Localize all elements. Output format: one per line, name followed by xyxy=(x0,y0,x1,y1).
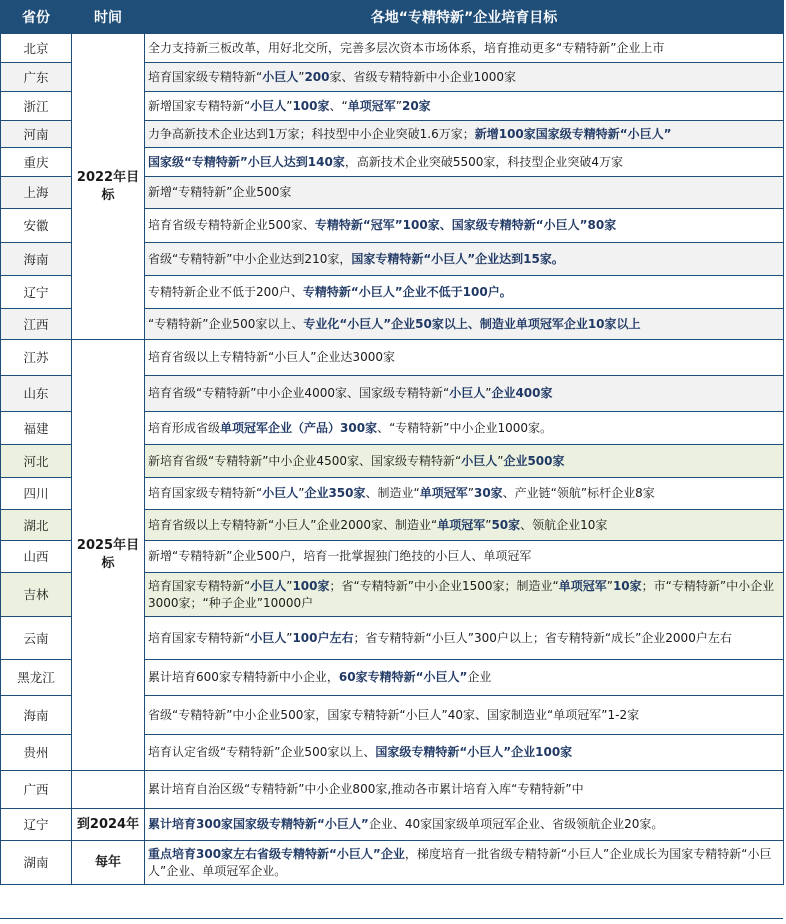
target-text: ，高新技术企业突破5500家，科技型企业突破4万家 xyxy=(344,154,624,169)
target-text: 专精特新企业不低于200户、 xyxy=(148,284,303,299)
target-text-bold: 小巨人 xyxy=(449,386,486,400)
target-cell xyxy=(145,148,784,177)
province-cell: 黑龙江 xyxy=(1,660,72,696)
target-text: ；省专精特新“小巨人”300户以上；省专精特新“成长”企业2000户左右 xyxy=(353,630,732,645)
target-cell xyxy=(145,92,784,121)
target-text: 、“专精特新”中小企业1000家。 xyxy=(377,420,553,435)
period-cell: 2022年目标 xyxy=(72,34,145,340)
province-cell: 湖北 xyxy=(1,510,72,541)
target-text-bold: 单项冠军企业（产品）300家 xyxy=(220,420,378,435)
province-cell: 海南 xyxy=(1,243,72,276)
target-text: 培育形成省级 xyxy=(148,420,221,435)
target-text-bold: 50家 xyxy=(491,517,521,532)
province-cell: 辽宁 xyxy=(1,276,72,309)
target-text: ” xyxy=(485,517,492,532)
target-cell xyxy=(145,510,784,541)
target-text-bold: 小巨人 xyxy=(250,630,287,645)
target-text: 培育认定省级“专精特新”企业500家以上、 xyxy=(148,745,376,759)
province-cell: 浙江 xyxy=(1,92,72,121)
target-text: 省级“专精特新”中小企业500家，国家专精特新“小巨人”40家、国家制造业“单项冠军”1-2家 xyxy=(148,707,640,722)
period-cell: 2025年目标 xyxy=(72,340,145,771)
target-text: 培育省级专精特新企业500家、 xyxy=(148,218,315,232)
target-cell xyxy=(145,478,784,510)
target-text: ” xyxy=(286,98,293,113)
target-text: ” xyxy=(497,453,504,468)
target-text-bold: 200 xyxy=(304,69,330,84)
table-row xyxy=(1,809,784,841)
target-text: 企业、40家国家级单项冠军企业、省级领航企业20家。 xyxy=(368,817,664,831)
target-cell xyxy=(145,121,784,148)
target-cell xyxy=(145,412,784,445)
target-text: 培育国家级专精特新“ xyxy=(148,486,263,500)
target-text-bold: 小巨人 xyxy=(262,486,299,500)
target-cell xyxy=(145,63,784,92)
target-cell xyxy=(145,34,784,63)
table-row xyxy=(1,34,784,63)
table-row xyxy=(1,340,784,376)
province-cell: 河南 xyxy=(1,121,72,148)
header-province: 省份 xyxy=(1,1,72,34)
target-text: ；省“专精特新”中小企业1500家；制造业“ xyxy=(329,578,559,593)
header-time: 时间 xyxy=(72,1,145,34)
bottom-divider xyxy=(0,918,783,919)
target-text-bold: 小巨人 xyxy=(461,453,498,468)
target-text-bold: 企业400家 xyxy=(491,386,553,400)
target-text-bold: 10家 xyxy=(612,578,642,593)
target-cell xyxy=(145,771,784,809)
target-text-bold: 小巨人 xyxy=(250,98,287,113)
period-cell: 到2024年 xyxy=(72,809,145,841)
target-text: ” xyxy=(298,69,305,84)
target-text: 培育国家专精特新“ xyxy=(148,578,251,593)
target-text: 新增“专精特新”企业500家 xyxy=(148,185,292,199)
target-text-bold: 企业350家 xyxy=(304,486,366,500)
target-text: 新增“专精特新”企业500户，培育一批掌握独门绝技的小巨人、单项冠军 xyxy=(148,549,532,563)
target-cell xyxy=(145,809,784,841)
target-text: 、领航企业10家 xyxy=(520,517,608,532)
target-text: ” xyxy=(298,486,305,500)
target-text: ；市“专精特新”中小企业3000家；“种子企业”10000户 xyxy=(148,578,775,610)
target-cell xyxy=(145,573,784,617)
target-text-bold: 100家 xyxy=(292,578,330,593)
target-cell xyxy=(145,177,784,209)
target-cell xyxy=(145,696,784,735)
province-cell: 广西 xyxy=(1,771,72,809)
target-cell xyxy=(145,276,784,309)
target-cell xyxy=(145,735,784,771)
province-cell: 江苏 xyxy=(1,340,72,376)
header-row xyxy=(1,1,784,34)
target-text-bold: 累计培育300家国家级专精特新“小巨人” xyxy=(148,817,369,831)
province-cell: 广东 xyxy=(1,63,72,92)
target-text-bold: 国家专精特新“小巨人”企业达到15家。 xyxy=(351,251,564,266)
target-text-bold: 国家级专精特新“小巨人”企业100家 xyxy=(375,745,573,759)
target-text: ” xyxy=(395,98,402,113)
target-cell xyxy=(145,617,784,660)
target-text: 培育国家专精特新“ xyxy=(148,630,251,645)
target-text: 省级“专精特新”中小企业达到210家， xyxy=(148,251,352,266)
target-text-bold: 新增100家国家级专精特新“小巨人” xyxy=(474,126,672,141)
target-text-bold: 20家 xyxy=(401,98,431,113)
target-text: 新增国家专精特新“ xyxy=(148,98,251,113)
province-cell: 山东 xyxy=(1,376,72,412)
period-cell xyxy=(72,771,145,809)
province-cell: 贵州 xyxy=(1,735,72,771)
province-cell: 江西 xyxy=(1,309,72,340)
target-text-bold: 重点培育300家左右省级专精特新“小巨人”企业 xyxy=(148,846,405,861)
province-cell: 海南 xyxy=(1,696,72,735)
province-cell: 云南 xyxy=(1,617,72,660)
target-text-bold: 专精特新“冠军”100家、国家级专精特新“小巨人”80家 xyxy=(314,218,617,232)
target-cell xyxy=(145,376,784,412)
target-text-bold: 100户左右 xyxy=(292,630,354,645)
target-text: 培育省级以上专精特新“小巨人”企业2000家、制造业“ xyxy=(148,517,438,532)
target-text: 、制造业“ xyxy=(365,486,420,500)
target-cell xyxy=(145,243,784,276)
target-text-bold: 小巨人 xyxy=(262,69,299,84)
target-text: ” xyxy=(606,578,613,593)
province-cell: 安徽 xyxy=(1,209,72,243)
target-text: ” xyxy=(286,630,293,645)
province-cell: 上海 xyxy=(1,177,72,209)
target-text-bold: 小巨人 xyxy=(250,578,287,593)
target-text-bold: 国家级“专精特新”小巨人达到140家 xyxy=(148,154,345,169)
target-text-bold: 单项冠军 xyxy=(347,98,396,113)
target-text: 培育国家级专精特新“ xyxy=(148,69,263,84)
period-cell: 每年 xyxy=(72,841,145,885)
table-row xyxy=(1,841,784,885)
province-cell: 北京 xyxy=(1,34,72,63)
province-cell: 吉林 xyxy=(1,573,72,617)
target-text-bold: 单项冠军 xyxy=(437,517,486,532)
header-target: 各地“专精特新”企业培育目标 xyxy=(145,1,784,34)
target-cell xyxy=(145,541,784,573)
target-text-bold: 专业化“小巨人”企业50家以上、制造业单项冠军企业10家以上 xyxy=(303,316,641,331)
target-cell xyxy=(145,445,784,478)
province-cell: 山西 xyxy=(1,541,72,573)
target-cell xyxy=(145,841,784,885)
target-text-bold: 单项冠军 xyxy=(419,486,468,500)
target-cell xyxy=(145,209,784,243)
province-cell: 四川 xyxy=(1,478,72,510)
table-row xyxy=(1,771,784,809)
target-text: 企业 xyxy=(467,670,492,684)
target-text: ” xyxy=(286,578,293,593)
target-text-bold: 企业500家 xyxy=(503,453,565,468)
target-text: ，梯度培育一批省级专精特新“小巨人”企业成长为国家专精特新“小巨人”企业、单项冠军企业。 xyxy=(148,846,772,878)
province-cell: 河北 xyxy=(1,445,72,478)
target-text: ” xyxy=(485,386,492,400)
target-cell xyxy=(145,309,784,340)
province-cell: 湖南 xyxy=(1,841,72,885)
target-text-bold: 30家 xyxy=(473,486,503,500)
target-text-bold: 专精特新“小巨人”企业不低于100户。 xyxy=(302,284,512,299)
target-text-bold: 单项冠军 xyxy=(558,578,607,593)
target-text: 、“ xyxy=(329,98,348,113)
target-text: 累计培育自治区级“专精特新”中小企业800家,推动各市累计培育入库“专精特新”中 xyxy=(148,782,584,796)
target-text: ” xyxy=(467,486,474,500)
target-text: “专精特新”企业500家以上、 xyxy=(148,316,304,331)
target-text-bold: 100家 xyxy=(292,98,330,113)
target-cell xyxy=(145,340,784,376)
province-cell: 重庆 xyxy=(1,148,72,177)
target-text: 家、省级专精特新中小企业1000家 xyxy=(329,69,517,84)
target-text: 累计培育600家专精特新中小企业， xyxy=(148,670,339,684)
target-text: 全力支持新三板改革，用好北交所，完善多层次资本市场体系，培育推动更多“专精特新”企业上市 xyxy=(148,40,665,55)
target-text: 力争高新技术企业达到1万家；科技型中小企业突破1.6万家； xyxy=(148,126,475,141)
target-text: 培育省级以上专精特新“小巨人”企业达3000家 xyxy=(148,350,395,364)
target-text: 培育省级“专精特新”中小企业4000家、国家级专精特新“ xyxy=(148,386,450,400)
province-cell: 辽宁 xyxy=(1,809,72,841)
target-text-bold: 60家专精特新“小巨人” xyxy=(338,670,468,684)
target-text: 新培育省级“专精特新”中小企业4500家、国家级专精特新“ xyxy=(148,453,462,468)
target-text: 、产业链“领航”标杆企业8家 xyxy=(502,486,655,500)
target-cell xyxy=(145,660,784,696)
province-cell: 福建 xyxy=(1,412,72,445)
